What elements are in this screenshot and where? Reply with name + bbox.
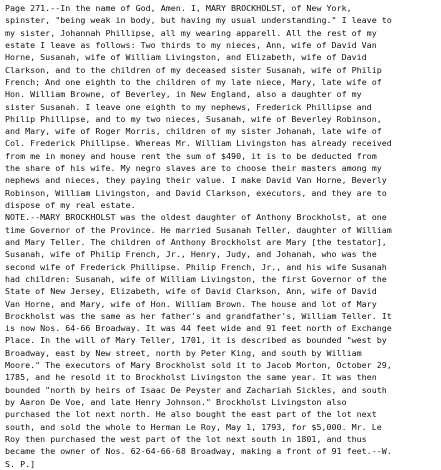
text-line: dispose of my real estate. — [5, 200, 136, 210]
text-line: is now Nos. 64-66 Broadway. It was 44 feet wide and 91 feet north of Exchange — [5, 323, 392, 334]
text-line: estate I leave as follows: Two thirds to my nieces, Ann, wife of David Van — [5, 39, 377, 50]
text-line: Place. In the will of Mary Teller, 1701, it is described as bounded "west by — [5, 335, 387, 346]
text-line: purchased the lot next north. He also bought the east part of the lot next — [5, 409, 377, 420]
text-line: Broadway, east by New street, north by Peter King, and south by William — [5, 347, 362, 358]
text-line: S. P.] — [5, 458, 36, 469]
text-line: Van Horne, and Mary, wife of Hon. William Brown. The house and lot of Mary — [5, 298, 377, 309]
text-line: south, and sold the whole to Herman Le Roy, May 1, 1793, for $5,000. Mr. Le — [5, 421, 382, 432]
text-line: spinster, "being weak in body, but having my usual understanding." I leave to — [5, 15, 392, 26]
text-line: nephews and nieces, they paying their value. I make David Van Horne, Beverly — [5, 175, 387, 186]
text-line: Philip Phillipse, and to my two nieces, Susanah, wife of Beverley Robinson, — [5, 113, 382, 124]
text-line: sister Susanah. I leave one eighth to my nephews, Frederick Phillipse and — [5, 101, 372, 112]
text-line: Roy then purchased the west part of the lot next south in 1801, and thus — [5, 433, 367, 444]
text-line: Col. Frederick Phillipse. Whereas Mr. William Livingston has already received — [5, 138, 392, 149]
text-line: the share of his wife. My negro slaves are to choose their masters among my — [5, 163, 382, 174]
text-line: time Governor of the Province. He married Susanah Teller, daughter of William — [5, 224, 392, 235]
text-line: Page 271.--In the name of God, Amen. I, MARY BROCKHOLST, of New York, — [5, 3, 352, 13]
text-line: French; And one eighth to the children of my late niece, Mary, late wife of — [5, 76, 382, 87]
text-line: 1785, and he resold it to Brockholst Livingston the same year. It was then — [5, 372, 377, 383]
text-line: and Mary Teller. The children of Anthony Brockholst are Mary [the testator], — [5, 236, 387, 247]
text-line: Horne, Susanah, wife of William Livingston, and Elizabeth, wife of David — [5, 52, 367, 63]
text-line: became the owner of Nos. 62-64-66-68 Broadway, making a front of 91 feet.--W. — [5, 446, 392, 457]
text-line: bounded "north by heirs of Isaac De Peyster and Zachariah Sickles, and south — [5, 384, 387, 395]
text-line: Robinson, William Livingston, and David Clarkson, executors, and they are to — [5, 187, 387, 198]
text-line: Brockholst was the same as her father's and grandfather's, William Teller. It — [5, 310, 392, 321]
text-line: second wife of Frederick Phillipse. Philip French, Jr., and his wife Susanah — [5, 261, 387, 272]
text-line: and Mary, wife of Roger Morris, children of my sister Johanah, late wife of — [5, 126, 382, 137]
text-line: Clarkson, and to the children of my deceased sister Susanah, wife of Philip — [5, 64, 382, 75]
text-line: had children: Susanah, wife of William Livingston, the first Governor of the — [5, 273, 387, 284]
text-line: NOTE.--MARY BROCKHOLST was the oldest daughter of Anthony Brockholst, at one — [5, 212, 387, 223]
text-line: Susanah, wife of Philip French, Jr., Henry, Judy, and Johanah, who was the — [5, 249, 377, 260]
text-line: from me in money and house rent the sum of $490, it is to be deducted from — [5, 150, 377, 161]
text-line: Moore." The executors of Mary Brockholst sold it to Jacob Morton, October 29, — [5, 360, 392, 371]
text-line: my sister, Johannah Phillipse, all my wearing apparell. All the rest of my — [5, 27, 377, 38]
text-line: Hon. William Browne, of Beverley, in New England, also a daughter of my — [5, 89, 362, 100]
text-line: State of New Jersey, Elizabeth, wife of David Clarkson, Ann, wife of David — [5, 286, 377, 297]
text-line: by Aaron De Voe, and late Henry Johnson." Brockholst Livingston also — [5, 397, 347, 407]
